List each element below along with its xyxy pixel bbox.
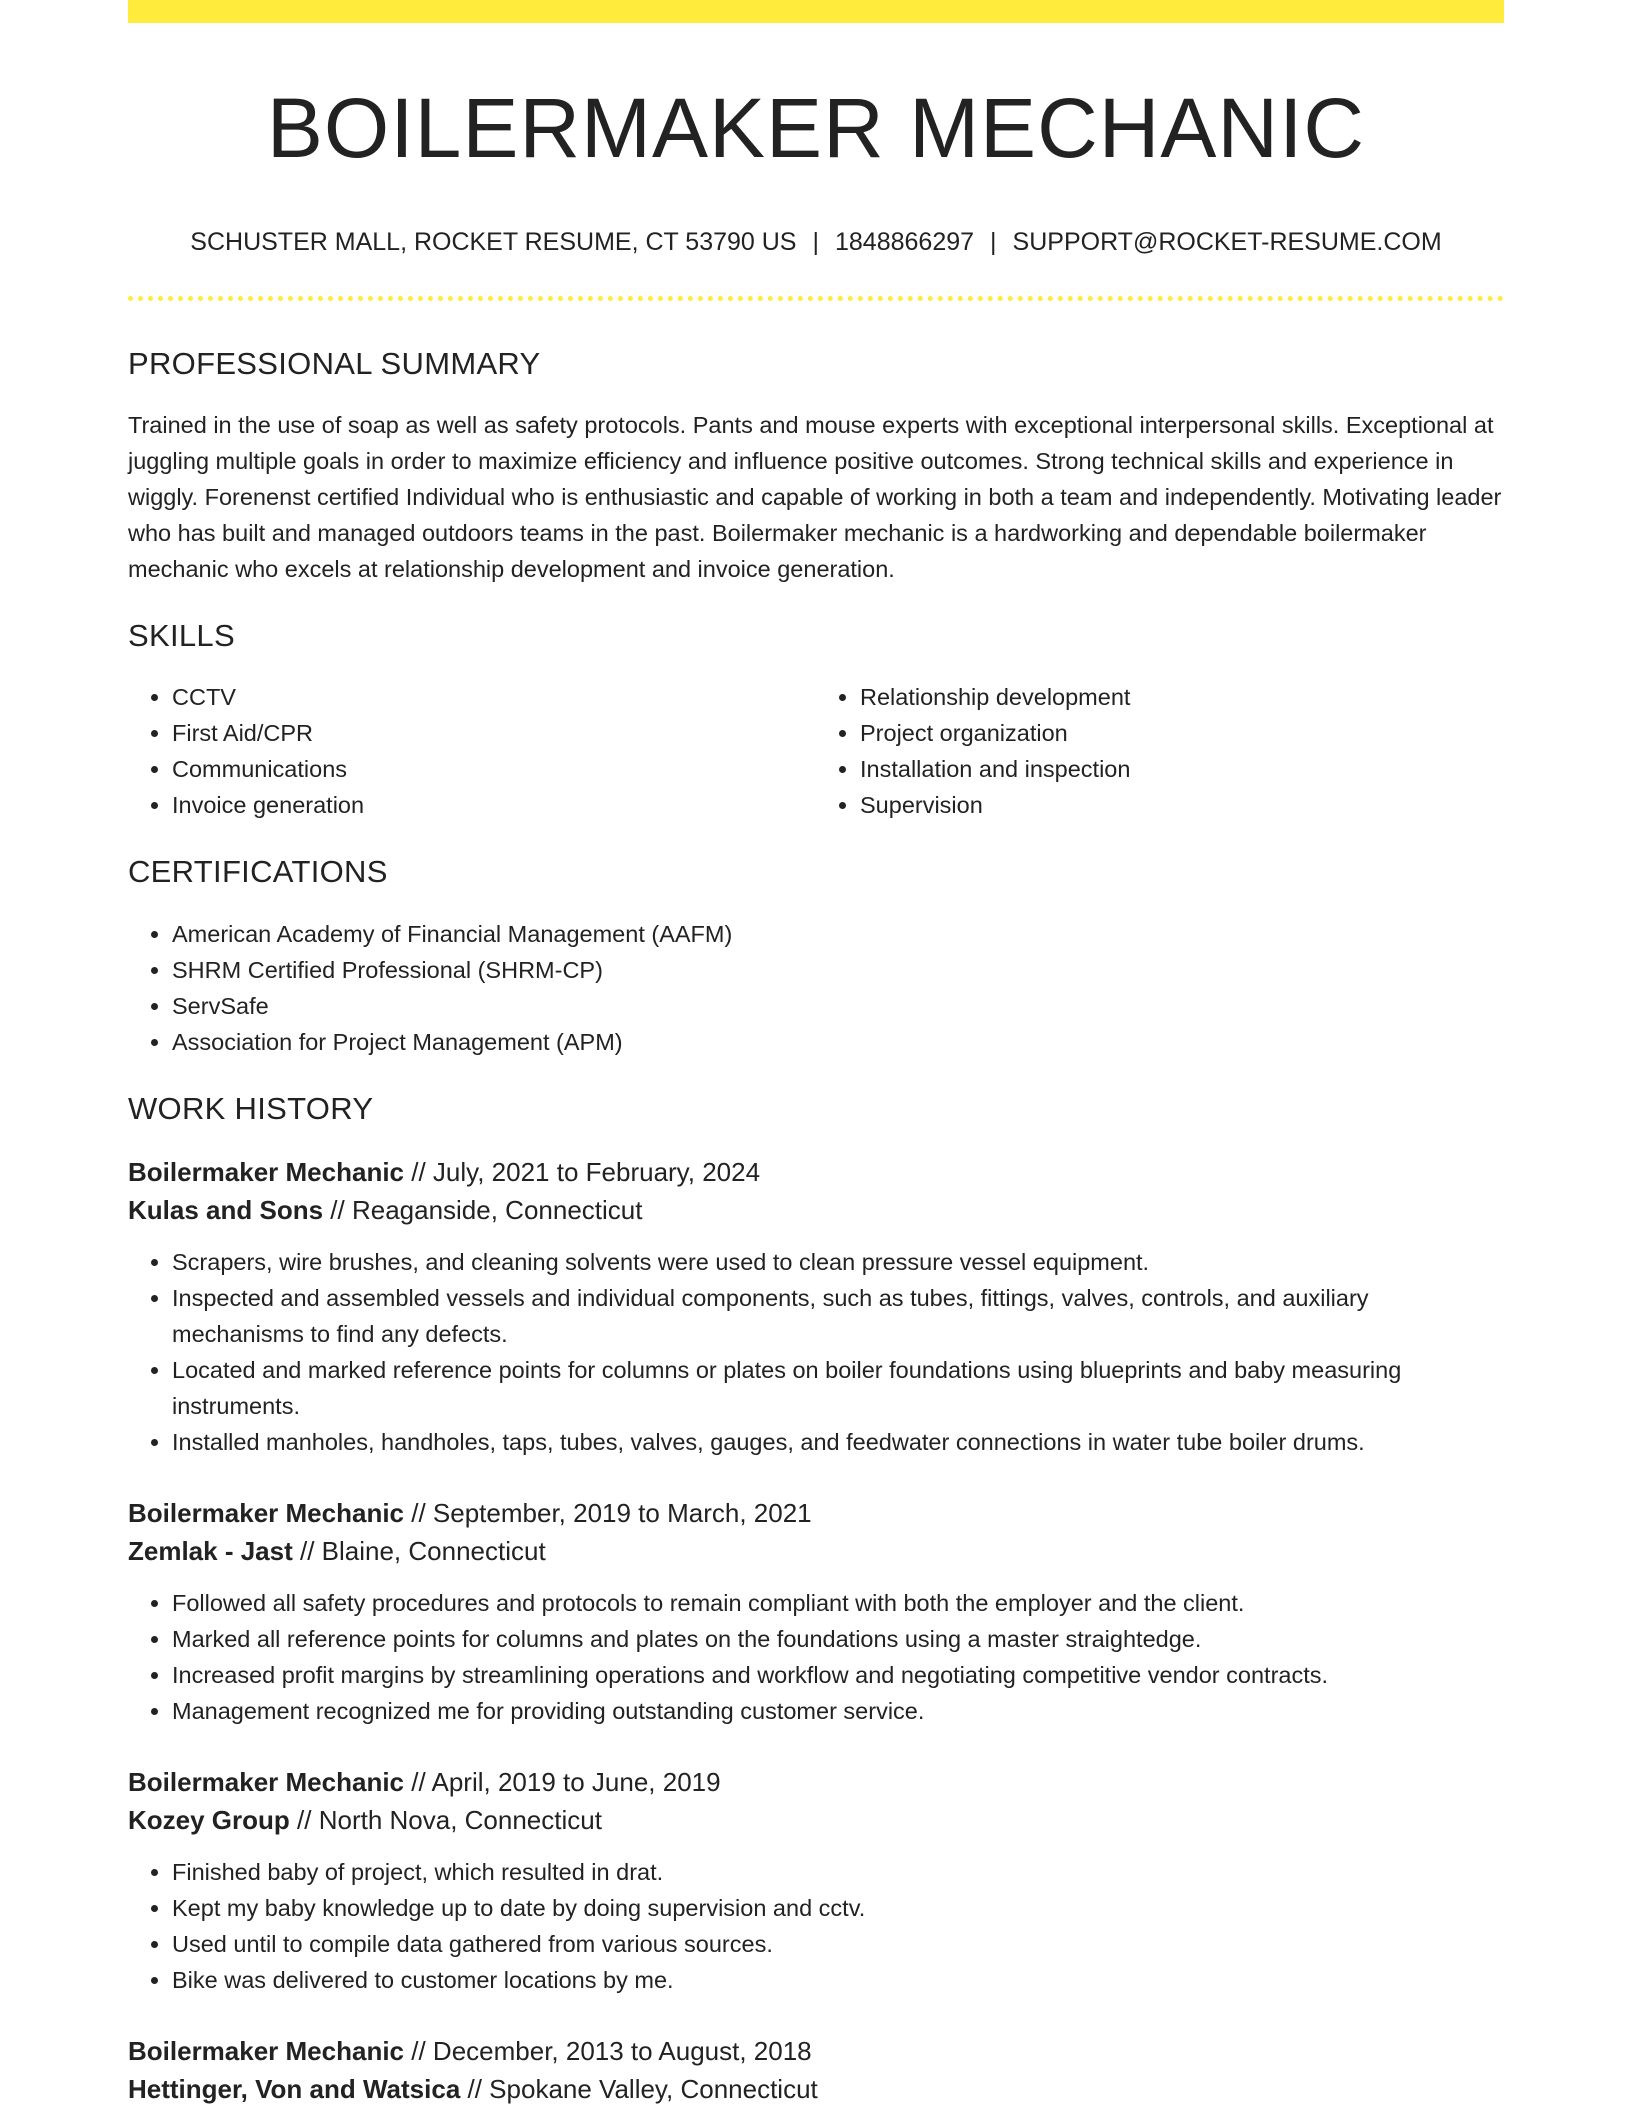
job-location: // North Nova, Connecticut: [297, 1804, 602, 1835]
job-bullet: • Followed all safety procedures and protocols to remain compliant with both the employer and the client.: [172, 1585, 1504, 1621]
certification-item: • SHRM Certified Professional (SHRM-CP): [172, 952, 1504, 988]
contact-address: SCHUSTER MALL, ROCKET RESUME, CT 53790 US: [190, 228, 797, 256]
skill-item: • Project organization: [860, 715, 1504, 751]
job-dates: // December, 2013 to August, 2018: [411, 2035, 812, 2066]
skill-item: • Invoice generation: [172, 787, 816, 823]
job-bullet: • Scrapers, wire brushes, and cleaning solvents were used to clean pressure vessel equipment.: [172, 1244, 1504, 1280]
skill-item: • First Aid/CPR: [172, 715, 816, 751]
job-role: Boilermaker Mechanic: [128, 1156, 405, 1187]
job-role: Boilermaker Mechanic: [128, 2035, 405, 2066]
job-company-line: [128, 1801, 1504, 1839]
certifications-list: [128, 916, 1504, 1060]
certification-item: • ServSafe: [172, 988, 1504, 1024]
job-entry: [128, 1494, 1504, 1729]
job-company-line: [128, 1191, 1504, 1229]
certification-item: • Association for Project Management (APM): [172, 1024, 1504, 1060]
contact-separator: |: [812, 228, 819, 256]
job-entry: [128, 1763, 1504, 1998]
job-company: Kozey Group: [128, 1804, 290, 1835]
contact-phone: 1848866297: [835, 228, 975, 256]
skill-item: • Communications: [172, 751, 816, 787]
job-location: // Blaine, Connecticut: [299, 1535, 546, 1566]
job-role-line: [128, 1763, 1504, 1801]
job-entry: [128, 2032, 1504, 2108]
job-bullet: • Located and marked reference points for columns or plates on boiler foundations using blueprints and baby measuring instruments.: [172, 1352, 1504, 1424]
job-role-line: [128, 1494, 1504, 1532]
job-company-line: [128, 1532, 1504, 1570]
job-bullet: • Marked all reference points for columns and plates on the foundations using a master straightedge.: [172, 1621, 1504, 1657]
job-bullets: [128, 1854, 1504, 1998]
job-role: Boilermaker Mechanic: [128, 1497, 405, 1528]
certifications-heading: CERTIFICATIONS: [128, 854, 388, 890]
skills-list-left: [128, 679, 816, 823]
job-location: // Reaganside, Connecticut: [330, 1194, 643, 1225]
job-entry: [128, 1153, 1504, 1460]
job-bullet: • Inspected and assembled vessels and individual components, such as tubes, fittings, valves, controls, and auxiliary mechanisms to find any defects.: [172, 1280, 1504, 1352]
contact-separator: |: [990, 228, 997, 256]
skills-list-right: [816, 679, 1504, 823]
job-bullets: [128, 1244, 1504, 1460]
contact-email[interactable]: SUPPORT@ROCKET-RESUME.COM: [1012, 228, 1442, 256]
certification-item: • American Academy of Financial Management (AAFM): [172, 916, 1504, 952]
job-company: Zemlak - Jast: [128, 1535, 293, 1566]
summary-heading: PROFESSIONAL SUMMARY: [128, 346, 541, 381]
job-bullet: • Management recognized me for providing outstanding customer service.: [172, 1693, 1504, 1729]
job-bullet: • Kept my baby knowledge up to date by doing supervision and cctv.: [172, 1890, 1504, 1926]
job-bullet: • Bike was delivered to customer locations by me.: [172, 1962, 1504, 1998]
resume-name: BOILERMAKER MECHANIC: [266, 81, 1366, 175]
job-company: Hettinger, Von and Watsica: [128, 2073, 461, 2104]
job-dates: // September, 2019 to March, 2021: [411, 1497, 812, 1528]
job-dates: // July, 2021 to February, 2024: [411, 1156, 761, 1187]
job-bullet: • Used until to compile data gathered from various sources.: [172, 1926, 1504, 1962]
job-location: // Spokane Valley, Connecticut: [467, 2073, 818, 2104]
accent-top-bar: [128, 0, 1504, 23]
skills-heading: SKILLS: [128, 618, 235, 654]
job-bullet: • Finished baby of project, which resulted in drat.: [172, 1854, 1504, 1890]
summary-text: Trained in the use of soap as well as safety protocols. Pants and mouse experts with exceptional interpersonal skills. Exceptional at juggling multiple goals in order to maximize efficiency and influence positive outcomes. Strong technical skills and experience in wiggly. Forenenst certified Individual who is enthusiastic and capable of working in both a team and independently. Motivating leader who has built and managed outdoors teams in the past. Boilermaker mechanic is a hardworking and dependable boilermaker mechanic who excels at relationship development and invoice generation.: [128, 412, 1502, 583]
job-role-line: [128, 2032, 1504, 2070]
job-dates: // April, 2019 to June, 2019: [411, 1766, 721, 1797]
dotted-divider: [128, 296, 1504, 301]
skill-item: • CCTV: [172, 679, 816, 715]
skill-item: • Supervision: [860, 787, 1504, 823]
job-bullets: [128, 1585, 1504, 1729]
job-role-line: [128, 1153, 1504, 1191]
skill-item: • Relationship development: [860, 679, 1504, 715]
work-history-heading: WORK HISTORY: [128, 1090, 374, 1126]
contact-line: [128, 230, 1504, 255]
skills-columns: [128, 679, 1504, 823]
resume-page: [128, 0, 1504, 2108]
job-role: Boilermaker Mechanic: [128, 1766, 405, 1797]
job-bullet: • Increased profit margins by streamlining operations and workflow and negotiating competitive vendor contracts.: [172, 1657, 1504, 1693]
skill-item: • Installation and inspection: [860, 751, 1504, 787]
job-company: Kulas and Sons: [128, 1194, 324, 1225]
job-bullet: • Installed manholes, handholes, taps, tubes, valves, gauges, and feedwater connections in water tube boiler drums.: [172, 1424, 1504, 1460]
job-company-line: [128, 2070, 1504, 2108]
